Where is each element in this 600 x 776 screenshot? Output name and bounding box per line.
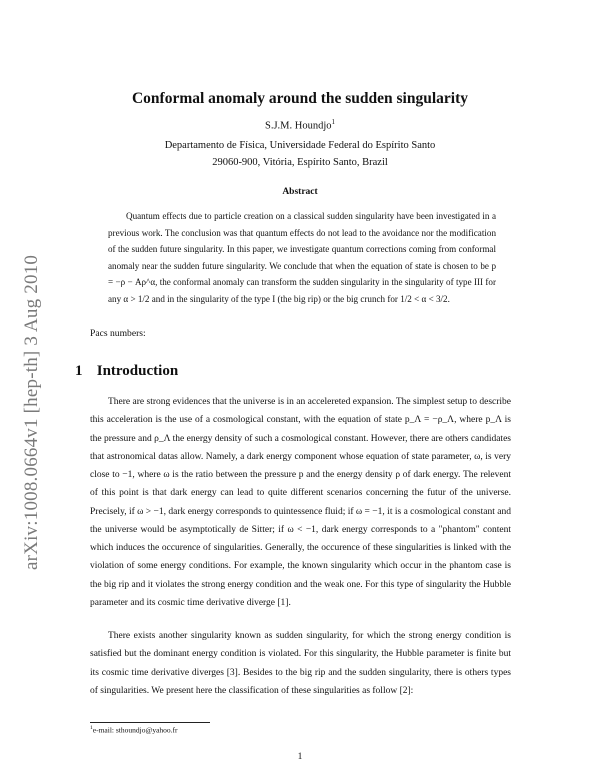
section-heading bbox=[75, 363, 178, 380]
arxiv-identifier: arXiv:1008.0664v1 [hep-th] 3 Aug 2010 bbox=[21, 254, 42, 570]
affiliation-address: 29060-900, Vitória, Espírito Santo, Brazil bbox=[212, 157, 388, 168]
abstract-text: Quantum effects due to particle creation on a classical sudden singularity have been investigated in a previous work. The conclusion was that quantum effects do not lead to the avoidance nor the modification of the sudden future singularity. In this paper, we investigate quantum corrections coming from conformal anomaly near the sudden future singularity. We conclude that when the equation of state is chosen to be p = −ρ − Aρ^α, the conformal anomaly can transform the sudden singularity in the singularity of type III for any α > 1/2 and in the singularity of the type I (the big rip) or the big crunch for 1/2 < α < 3/2. bbox=[108, 211, 496, 304]
intro-paragraph-2: There exists another singularity known as sudden singularity, for which the strong energy condition is satisfied but the dominant energy condition is violated. For this singularity, the Hubble parameter is finite but its cosmic time derivative diverges [3]. Besides to the big rip and the sudden singularity, there is others types of singularities. We present here the classification of these singularities as follow [2]: bbox=[90, 631, 511, 696]
footnote-rule bbox=[90, 722, 210, 723]
pacs-numbers: Pacs numbers: bbox=[90, 328, 146, 339]
section-title: Introduction bbox=[96, 363, 179, 379]
author-name: S.J.M. Houndjo bbox=[264, 120, 332, 132]
author-line bbox=[80, 118, 520, 132]
abstract-heading: Abstract bbox=[282, 187, 318, 197]
footnote-text: e-mail: sthoundjo@yahoo.fr bbox=[92, 725, 178, 735]
footnote bbox=[90, 725, 178, 735]
section-number: 1 bbox=[75, 363, 83, 379]
author-footnote-mark: 1 bbox=[331, 118, 335, 126]
page-number: 1 bbox=[297, 752, 303, 762]
affiliation-department: Departamento de Física, Universidade Federal do Espírito Santo bbox=[164, 140, 436, 151]
paper-title: Conformal anomaly around the sudden singularity bbox=[131, 90, 469, 107]
footnote-mark: 1 bbox=[90, 725, 93, 731]
intro-paragraph-1: There are strong evidences that the universe is in an accelereted expansion. The simplest setup to describe this acceleration is the use of a cosmological constant, with the equation of state p_Λ = −ρ_Λ, where p_Λ is the pressure and ρ_Λ the energy density of such a cosmological constant. However, there are others candidates that astronomical datas allow. Namely, a dark energy component whose equation of state parameter, ω, is very close to −1, where ω is the ratio between the pressure p and the energy density ρ of dark energy. The relevent of this point is that dark energy can lead to quite different scenarios concerning the futur of the universe. Precisely, if ω > −1, dark energy corresponds to quintessence fluid; if ω = −1, it is a cosmological constant and the universe would be asymptotically de Sitter; if ω < −1, dark energy corresponds to a "phantom" content which induces the occurence of singularities. Generally, the occurence of these singularities is linked with the violation of some energy conditions. For example, the known singularity which occur in the phantom case is the big rip and it violates the strong energy condition and the weak one. For this type of singularity the Hubble parameter and its cosmic time derivative diverge [1]. bbox=[90, 397, 512, 608]
